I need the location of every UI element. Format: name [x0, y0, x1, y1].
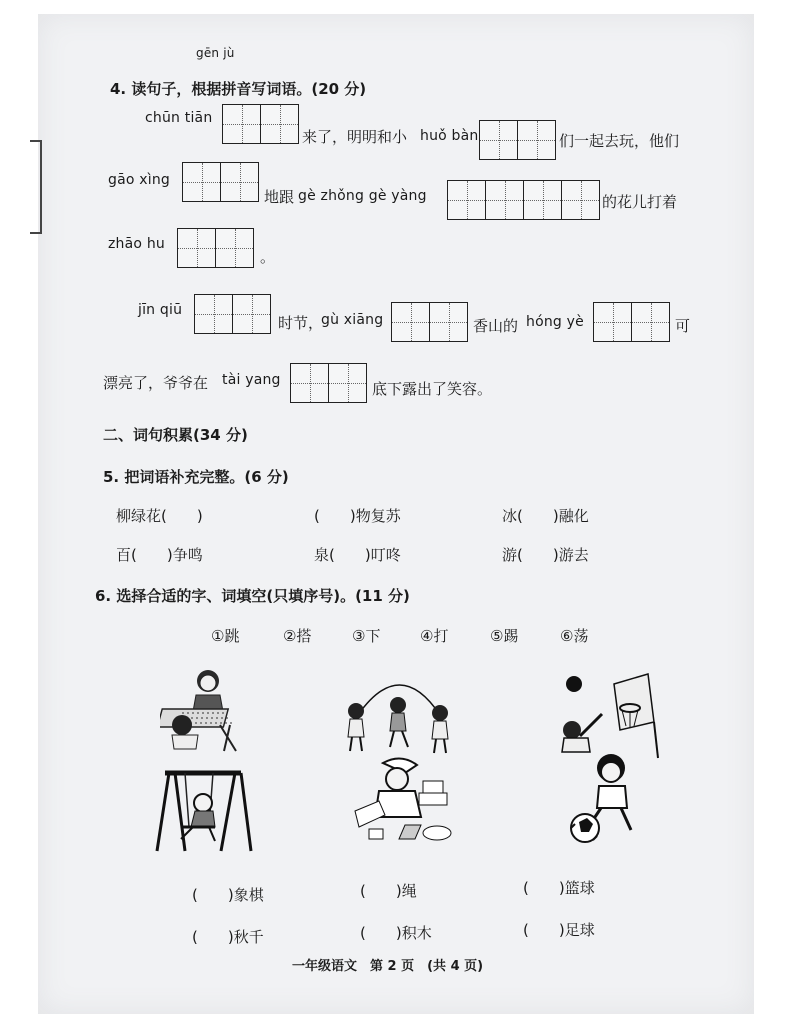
q4-l3-pinyin-1: zhāo hu	[108, 236, 165, 252]
jump-rope-illustration	[340, 675, 460, 755]
q4-l2-text-1: 地跟	[264, 188, 295, 206]
q4-l4-pinyin-3: hóng yè	[526, 314, 584, 330]
q5-r1-item-2[interactable]: ( )物复苏	[314, 507, 401, 525]
q4-l1-grid-2[interactable]	[479, 120, 556, 160]
q6-r2-item-1[interactable]: ( )秋千	[192, 928, 264, 946]
q6-r2-item-2[interactable]: ( )积木	[360, 924, 432, 942]
q6-r1-item-2[interactable]: ( )绳	[360, 882, 417, 900]
q4-l2-pinyin-2: gè zhǒng gè yàng	[298, 188, 427, 204]
q5-r1-item-1[interactable]: 柳绿花( )	[116, 507, 203, 525]
q6-option-4: ④打	[420, 627, 449, 645]
page-footer: 一年级语文 第 2 页 (共 4 页)	[292, 959, 484, 974]
q6-option-1: ①跳	[211, 627, 240, 645]
q5-r1-item-3[interactable]: 冰( )融化	[502, 507, 589, 525]
q4-l5-grid-1[interactable]	[290, 363, 367, 403]
q4-l1-text-2: 们一起去玩，他们	[559, 132, 680, 150]
q4-l3-text-1: 。	[260, 248, 276, 266]
q6-r1-item-3[interactable]: ( )篮球	[523, 879, 595, 897]
q5-r2-item-2[interactable]: 泉( )叮咚	[314, 546, 401, 564]
q4-l1-text-1: 来了，明明和小	[302, 128, 408, 146]
q5-r2-item-3[interactable]: 游( )游去	[502, 546, 589, 564]
q4-l4-grid-1[interactable]	[194, 294, 271, 334]
basketball-illustration	[550, 672, 660, 760]
q6-option-5: ⑤踢	[490, 627, 519, 645]
q6-r2-item-3[interactable]: ( )足球	[523, 921, 595, 939]
q4-l1-grid-1[interactable]	[222, 104, 299, 144]
q4-l4-text-1: 时节，	[278, 314, 324, 332]
q4-l5-pinyin-1: tài yang	[222, 372, 281, 388]
q5-title: 5. 把词语补充完整。(6 分)	[103, 468, 289, 486]
swing-illustration	[155, 765, 255, 853]
q4-l4-grid-2[interactable]	[391, 302, 468, 342]
q4-title: 4. 读句子，根据拼音写词语。(20 分)	[110, 80, 367, 98]
football-illustration	[565, 752, 650, 844]
q4-l4-pinyin-1: jīn qiū	[138, 302, 183, 318]
q6-option-3: ③下	[352, 627, 381, 645]
q6-r1-item-1[interactable]: ( )象棋	[192, 886, 264, 904]
q4-l4-text-3: 可	[675, 317, 691, 335]
q6-option-2: ②搭	[283, 627, 312, 645]
q4-l2-grid-2[interactable]	[447, 180, 600, 220]
q4-l4-pinyin-2: gù xiāng	[321, 312, 384, 328]
q5-r2-item-1[interactable]: 百( )争鸣	[116, 546, 203, 564]
q4-l2-grid-1[interactable]	[182, 162, 259, 202]
chess-players-illustration	[160, 665, 270, 755]
q4-title-pinyin: gēn jù	[196, 46, 235, 60]
q4-l2-pinyin-1: gāo xìng	[108, 172, 171, 188]
q4-l1-pinyin-1: chūn tiān	[145, 110, 213, 126]
q4-l4-grid-3[interactable]	[593, 302, 670, 342]
q4-l5-text-0: 漂亮了，爷爷在	[103, 374, 209, 392]
q4-l5-text-1: 底下露出了笑容。	[372, 380, 493, 398]
q4-l3-grid-1[interactable]	[177, 228, 254, 268]
binding-edge-mark	[30, 140, 42, 234]
q4-l1-pinyin-2: huǒ bàn	[420, 128, 479, 144]
building-blocks-illustration	[345, 755, 460, 845]
q6-option-6: ⑥荡	[560, 627, 589, 645]
section-2-title: 二、词句积累(34 分)	[103, 426, 248, 444]
q6-title: 6. 选择合适的字、词填空(只填序号)。(11 分)	[95, 587, 410, 605]
q4-l2-text-2: 的花儿打着	[602, 193, 678, 211]
q4-l4-text-2: 香山的	[473, 317, 519, 335]
